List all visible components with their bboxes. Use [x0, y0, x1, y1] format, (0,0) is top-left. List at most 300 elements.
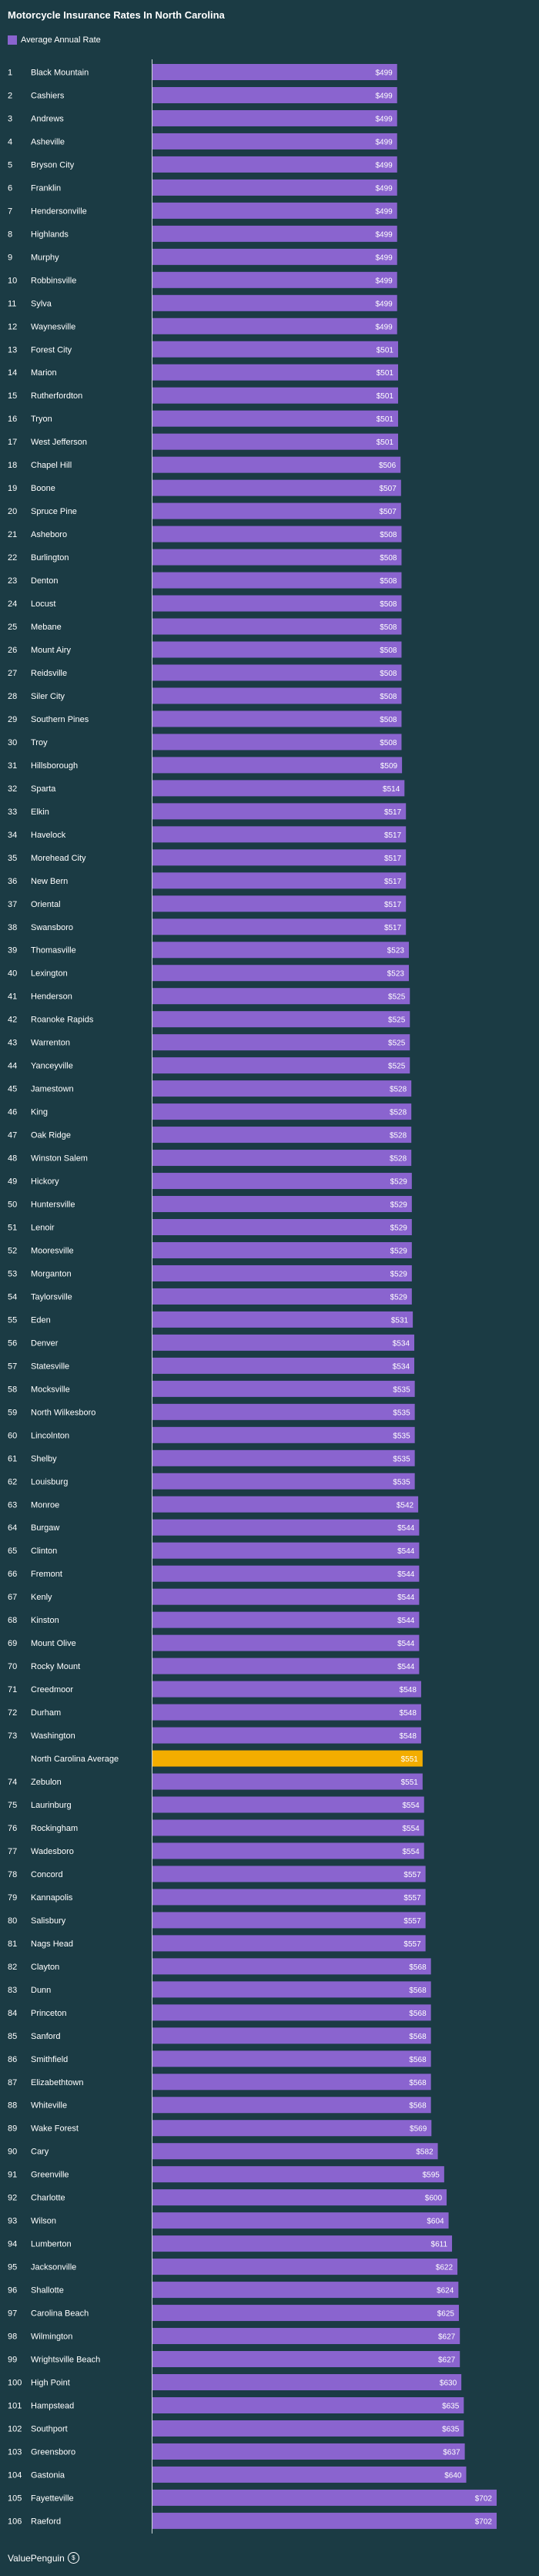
- value-label: $535: [393, 1385, 410, 1395]
- category-label: Jacksonville: [31, 2262, 77, 2272]
- rank-label: 98: [8, 2332, 18, 2342]
- value-label: $523: [387, 946, 405, 956]
- rank-label: 82: [8, 1962, 18, 1972]
- bar: [152, 1728, 421, 1744]
- category-label: Morganton: [31, 1269, 72, 1279]
- rank-label: 20: [8, 507, 18, 517]
- bar: [152, 1057, 410, 1073]
- rank-label: 26: [8, 646, 18, 655]
- bar: [152, 526, 401, 542]
- value-label: $525: [388, 992, 406, 1002]
- category-label: Winston Salem: [31, 1154, 88, 1164]
- bar: [152, 757, 402, 773]
- bar: [152, 2027, 431, 2044]
- value-label: $501: [376, 392, 394, 401]
- category-label: New Bern: [31, 876, 69, 886]
- category-label: Franklin: [31, 183, 62, 193]
- bar: [152, 826, 406, 842]
- value-label: $637: [443, 2448, 460, 2457]
- bar: [152, 1427, 415, 1443]
- bar: [152, 1288, 412, 1305]
- value-label: $525: [388, 1016, 406, 1025]
- bar: [152, 734, 401, 750]
- value-label: $551: [400, 1755, 418, 1765]
- rank-label: 73: [8, 1731, 18, 1741]
- rank-label: 21: [8, 530, 18, 540]
- bar: [152, 1265, 412, 1281]
- value-label: $499: [375, 184, 393, 193]
- bar: [152, 341, 398, 358]
- category-label: Kenly: [31, 1593, 52, 1603]
- rank-label: 68: [8, 1616, 18, 1626]
- value-label: $548: [399, 1732, 417, 1741]
- category-label: Burgaw: [31, 1523, 60, 1533]
- bar: [152, 2351, 460, 2367]
- category-label: Kannapolis: [31, 1893, 73, 1903]
- bar: [152, 2235, 452, 2252]
- value-label: $523: [387, 969, 405, 979]
- category-label: High Point: [31, 2378, 70, 2388]
- value-label: $640: [444, 2471, 462, 2480]
- bar: [152, 1704, 421, 1721]
- rank-label: 19: [8, 484, 18, 494]
- rank-label: 42: [8, 1015, 18, 1025]
- bar: [152, 849, 406, 865]
- category-label: Spruce Pine: [31, 507, 77, 517]
- category-label: Taylorsville: [31, 1292, 72, 1302]
- rank-label: 76: [8, 1823, 18, 1833]
- value-label: $544: [397, 1570, 415, 1580]
- value-label: $507: [379, 508, 397, 517]
- category-label: Rocky Mount: [31, 1662, 81, 1672]
- bar: [152, 1612, 419, 1628]
- rank-label: 105: [8, 2494, 22, 2504]
- bar: [152, 549, 401, 566]
- value-label: $525: [388, 1062, 406, 1071]
- value-label: $508: [380, 554, 397, 563]
- value-label: $506: [378, 462, 397, 471]
- value-label: $528: [389, 1085, 407, 1094]
- rank-label: 79: [8, 1893, 18, 1903]
- rank-label: 10: [8, 276, 18, 286]
- rank-label: 14: [8, 368, 18, 378]
- rank-label: 55: [8, 1315, 18, 1325]
- category-label: Wake Forest: [31, 2124, 79, 2134]
- category-label: Chapel Hill: [31, 461, 72, 471]
- value-label: $630: [439, 2379, 457, 2388]
- value-label: $569: [410, 2124, 427, 2134]
- category-label: Asheboro: [31, 530, 68, 540]
- value-label: $604: [427, 2217, 444, 2226]
- category-label: Clayton: [31, 1962, 60, 1972]
- value-label: $568: [409, 2055, 427, 2064]
- rank-label: 61: [8, 1454, 18, 1464]
- bar: [152, 988, 410, 1004]
- value-label: $554: [402, 1847, 420, 1856]
- bar: [152, 2328, 460, 2344]
- category-label: Siler City: [31, 691, 65, 701]
- category-label: Elizabethtown: [31, 2077, 84, 2087]
- bar: [152, 2050, 431, 2067]
- rank-label: 51: [8, 1223, 18, 1233]
- value-label: $508: [380, 692, 397, 701]
- bar: [152, 1589, 419, 1605]
- rank-label: 25: [8, 623, 18, 633]
- category-label: Eden: [31, 1315, 51, 1325]
- bar: [152, 1011, 410, 1027]
- bar: [152, 1404, 415, 1420]
- category-label: Wrightsville Beach: [31, 2355, 101, 2365]
- bar: [152, 2189, 447, 2205]
- rank-label: 39: [8, 945, 18, 956]
- rank-label: 17: [8, 438, 18, 448]
- bar: [152, 1496, 418, 1513]
- value-label: $499: [375, 138, 393, 147]
- category-label: Rockingham: [31, 1823, 79, 1833]
- category-label: Louisburg: [31, 1477, 69, 1487]
- bar: [152, 1473, 415, 1490]
- value-label: $509: [380, 761, 398, 771]
- value-label: $534: [392, 1339, 410, 1348]
- rank-label: 36: [8, 876, 18, 886]
- category-label: Waynesville: [31, 322, 76, 332]
- rank-label: 28: [8, 691, 18, 701]
- category-label: Lenoir: [31, 1223, 55, 1233]
- rank-label: 15: [8, 391, 18, 401]
- rank-label: 58: [8, 1385, 18, 1395]
- category-label: Yanceyville: [31, 1061, 73, 1071]
- rank-label: 54: [8, 1292, 18, 1302]
- category-label: Sanford: [31, 2031, 61, 2041]
- category-label: Cashiers: [31, 91, 65, 101]
- category-label: Tryon: [31, 415, 52, 425]
- rank-label: 89: [8, 2124, 18, 2134]
- value-label: $568: [409, 2078, 427, 2087]
- rank-label: 5: [8, 160, 13, 170]
- bar: [152, 1912, 426, 1928]
- value-label: $508: [380, 577, 397, 586]
- rank-label: 104: [8, 2470, 22, 2480]
- value-label: $568: [409, 1986, 427, 1995]
- category-label: Rutherfordton: [31, 391, 83, 401]
- bar: [152, 872, 406, 888]
- value-label: $529: [390, 1224, 407, 1233]
- value-label: $517: [383, 877, 402, 886]
- category-label: Fayetteville: [31, 2494, 74, 2504]
- category-label: Locust: [31, 599, 56, 610]
- category-label: Durham: [31, 1708, 62, 1718]
- bar: [152, 1935, 426, 1951]
- category-label: Sylva: [31, 299, 52, 309]
- value-label: $499: [375, 69, 393, 78]
- bar: [152, 1242, 412, 1258]
- category-label: Greenville: [31, 2170, 69, 2180]
- value-label: $568: [409, 1963, 427, 1972]
- value-label: $508: [380, 669, 397, 678]
- bar: [152, 411, 398, 427]
- category-label: Charlotte: [31, 2193, 65, 2203]
- rank-label: 11: [8, 299, 17, 309]
- value-label: $529: [390, 1247, 407, 1256]
- rank-label: 2: [8, 91, 13, 101]
- value-label: $554: [402, 1802, 420, 1810]
- rank-label: 8: [8, 230, 13, 240]
- rank-label: 77: [8, 1846, 18, 1856]
- value-label: $600: [424, 2194, 443, 2203]
- bar: [152, 110, 397, 126]
- rank-label: 53: [8, 1269, 18, 1279]
- category-label: Lincolnton: [31, 1431, 70, 1441]
- rank-label: 30: [8, 737, 18, 747]
- bar: [152, 2513, 497, 2529]
- value-label: $514: [383, 784, 400, 794]
- value-label: $542: [396, 1501, 414, 1510]
- rank-label: 59: [8, 1408, 18, 1418]
- value-label: $499: [375, 115, 393, 124]
- rank-label: 103: [8, 2447, 22, 2457]
- rank-label: 9: [8, 253, 13, 263]
- category-label: Hampstead: [31, 2401, 75, 2411]
- rank-label: 67: [8, 1593, 18, 1603]
- category-label: Andrews: [31, 114, 64, 124]
- rank-label: 102: [8, 2424, 22, 2434]
- rank-label: 1: [8, 68, 13, 78]
- rank-label: 71: [8, 1685, 18, 1695]
- rank-label: 86: [8, 2054, 18, 2064]
- category-label: Smithfield: [31, 2054, 69, 2064]
- category-label: Mount Olive: [31, 1639, 76, 1649]
- bar: [152, 1842, 424, 1859]
- rank-label: 80: [8, 1916, 18, 1926]
- bar: [152, 619, 401, 635]
- bar: [152, 919, 406, 935]
- value-label: $517: [383, 923, 402, 932]
- bar: [152, 803, 406, 819]
- category-label: Mebane: [31, 623, 62, 633]
- rank-label: 81: [8, 1939, 18, 1949]
- value-label: $508: [380, 623, 397, 633]
- bar: [152, 1774, 423, 1790]
- category-label: Shallotte: [31, 2285, 64, 2296]
- rank-label: 70: [8, 1662, 18, 1672]
- value-label: $557: [403, 1870, 421, 1879]
- rank-label: 60: [8, 1431, 18, 1441]
- bar: [152, 1981, 431, 1997]
- rank-label: 69: [8, 1639, 18, 1649]
- bar: [152, 965, 409, 981]
- value-label: $525: [388, 1039, 406, 1048]
- value-label: $624: [437, 2286, 454, 2296]
- bar: [152, 2166, 444, 2182]
- bar: [152, 942, 409, 958]
- bar: [152, 2074, 431, 2090]
- category-label: Robbinsville: [31, 276, 77, 286]
- value-label: $499: [375, 277, 393, 286]
- category-label: Boone: [31, 484, 55, 494]
- rank-label: 78: [8, 1869, 18, 1879]
- bar: [152, 2097, 431, 2113]
- rank-label: 33: [8, 807, 18, 817]
- value-label: $499: [375, 323, 393, 332]
- value-label: $528: [389, 1131, 407, 1140]
- bar: [152, 295, 397, 311]
- value-label: $499: [375, 207, 393, 217]
- rank-label: 3: [8, 114, 13, 124]
- value-label: $531: [390, 1316, 409, 1325]
- rank-label: 75: [8, 1801, 18, 1810]
- rank-label: 23: [8, 576, 18, 586]
- bar: [152, 133, 397, 149]
- category-label: Sparta: [31, 784, 56, 794]
- rank-label: 34: [8, 830, 18, 840]
- bar: [152, 64, 397, 80]
- rank-label: 38: [8, 922, 18, 932]
- legend-label: Average Annual Rate: [21, 35, 101, 45]
- category-label: Southern Pines: [31, 714, 89, 724]
- rank-label: 100: [8, 2378, 22, 2388]
- value-label: $702: [474, 2517, 492, 2527]
- category-label: Hillsborough: [31, 761, 79, 771]
- bar: [152, 388, 398, 404]
- category-label: North Carolina Average: [31, 1755, 119, 1765]
- bar: [152, 226, 397, 242]
- value-label: $517: [383, 900, 402, 909]
- category-label: Mooresville: [31, 1246, 74, 1256]
- rank-label: 35: [8, 853, 18, 863]
- value-label: $534: [392, 1362, 410, 1372]
- bar: [152, 710, 401, 727]
- rank-label: 106: [8, 2517, 22, 2527]
- bar: [152, 2212, 449, 2228]
- value-label: $611: [430, 2240, 448, 2249]
- bar: [152, 480, 401, 496]
- rank-label: 12: [8, 322, 18, 332]
- category-label: Clinton: [31, 1547, 58, 1557]
- bar: [152, 2490, 497, 2506]
- rank-label: 63: [8, 1500, 18, 1510]
- rank-label: 45: [8, 1084, 18, 1094]
- bar: [152, 1103, 411, 1120]
- category-label: Nags Head: [31, 1939, 74, 1949]
- bar: [152, 2282, 458, 2298]
- rank-label: 6: [8, 183, 13, 193]
- bar: [152, 1381, 415, 1397]
- chart-title: Motorcycle Insurance Rates In North Carolina: [8, 9, 225, 21]
- category-label: King: [31, 1107, 49, 1117]
- rank-label: 46: [8, 1107, 18, 1117]
- value-label: $548: [399, 1686, 417, 1695]
- category-label: Carolina Beach: [31, 2309, 89, 2319]
- category-label: Oriental: [31, 899, 61, 909]
- category-label: Mount Airy: [31, 646, 71, 655]
- value-label: $529: [390, 1177, 407, 1187]
- bar: [152, 1658, 419, 1674]
- footer: [8, 2552, 79, 2564]
- rank-label: 7: [8, 207, 13, 217]
- bar: [152, 457, 400, 473]
- bar: [152, 2259, 457, 2275]
- category-label: West Jefferson: [31, 438, 87, 448]
- category-label: Whiteville: [31, 2101, 68, 2111]
- rank-label: 65: [8, 1547, 18, 1557]
- value-label: $517: [383, 831, 402, 840]
- category-label: Kinston: [31, 1616, 59, 1626]
- bar: [152, 364, 398, 381]
- bar: [152, 1543, 419, 1559]
- category-label: Creedmoor: [31, 1685, 74, 1695]
- bar: [152, 249, 397, 265]
- category-label: Cary: [31, 2147, 49, 2157]
- value-label: $499: [375, 300, 393, 309]
- rank-label: 48: [8, 1154, 18, 1164]
- value-label: $535: [393, 1455, 410, 1464]
- rank-label: 92: [8, 2193, 18, 2203]
- value-label: $499: [375, 161, 393, 170]
- rank-label: 41: [8, 992, 18, 1002]
- category-label: Raeford: [31, 2517, 62, 2527]
- bar: [152, 2397, 464, 2413]
- category-label: Roanoke Rapids: [31, 1015, 94, 1025]
- bar: [152, 1751, 423, 1767]
- category-label: Asheville: [31, 137, 65, 147]
- category-label: Elkin: [31, 807, 49, 817]
- category-label: Washington: [31, 1731, 75, 1741]
- bar: [152, 203, 397, 219]
- rank-label: 56: [8, 1338, 18, 1348]
- bar: [152, 2467, 467, 2483]
- bar: [152, 1819, 424, 1835]
- rank-label: 83: [8, 1985, 18, 1995]
- bar: [152, 2120, 431, 2136]
- rank-label: 62: [8, 1477, 18, 1487]
- category-label: Zebulon: [31, 1778, 62, 1788]
- category-label: Hickory: [31, 1177, 59, 1187]
- value-label: $557: [403, 1916, 421, 1926]
- rank-label: 50: [8, 1200, 18, 1210]
- bar: [152, 1358, 414, 1374]
- category-label: Gastonia: [31, 2470, 65, 2480]
- category-label: North Wilkesboro: [31, 1408, 96, 1418]
- bar: [152, 180, 397, 196]
- category-label: Mocksville: [31, 1385, 70, 1395]
- category-label: Forest City: [31, 345, 72, 355]
- category-label: Fremont: [31, 1570, 62, 1580]
- bar: [152, 2004, 431, 2020]
- bar: [152, 1219, 412, 1235]
- bar: [152, 642, 401, 658]
- category-label: Wilmington: [31, 2332, 73, 2342]
- category-label: Marion: [31, 368, 57, 378]
- value-label: $635: [442, 2425, 460, 2434]
- category-label: Denver: [31, 1338, 59, 1348]
- category-label: Lumberton: [31, 2239, 72, 2249]
- rank-label: 93: [8, 2216, 18, 2226]
- value-label: $557: [403, 1893, 421, 1903]
- value-label: $595: [422, 2171, 440, 2180]
- category-label: Jamestown: [31, 1084, 74, 1094]
- rank-label: 27: [8, 668, 18, 678]
- rank-label: 72: [8, 1708, 18, 1718]
- value-label: $528: [389, 1154, 407, 1164]
- value-label: $568: [409, 2101, 427, 2111]
- category-label: Princeton: [31, 2008, 67, 2018]
- rank-label: 95: [8, 2262, 18, 2272]
- category-label: Oak Ridge: [31, 1130, 71, 1140]
- rank-label: 57: [8, 1362, 18, 1372]
- bar: [152, 2305, 459, 2321]
- rank-label: 47: [8, 1130, 18, 1140]
- value-label: $529: [390, 1293, 407, 1302]
